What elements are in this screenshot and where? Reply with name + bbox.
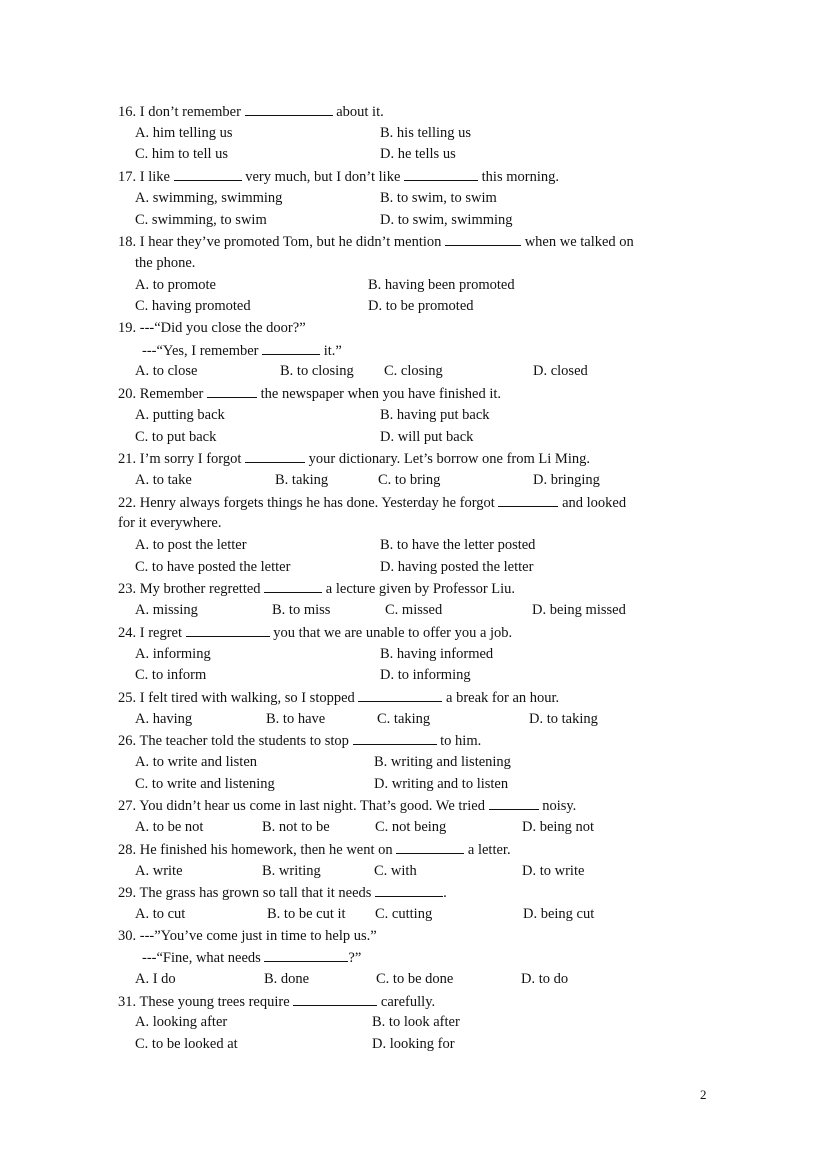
answer-option: C. to be done xyxy=(376,971,454,987)
stem-text: very much, but I don’t like xyxy=(241,169,405,186)
answer-option: A. swimming, swimming xyxy=(135,189,283,206)
answer-option: C. not being xyxy=(375,819,447,836)
stem-text: a letter. xyxy=(464,841,511,858)
answer-option: C. closing xyxy=(384,363,443,380)
answer-blank xyxy=(445,232,521,246)
answer-blank xyxy=(264,579,322,593)
stem-text: this morning. xyxy=(478,169,559,186)
question-stem xyxy=(118,992,435,1011)
question-stem xyxy=(118,927,377,945)
stem-text: 23. My brother regretted xyxy=(118,581,265,598)
question-stem xyxy=(118,731,481,750)
answer-blank xyxy=(498,493,558,507)
answer-option: C. swimming, to swim xyxy=(135,211,267,228)
stem-text: a lecture given by Professor Liu. xyxy=(322,581,516,598)
answer-option: B. having informed xyxy=(380,645,494,662)
stem-text: 25. I felt tired with walking, so I stopped xyxy=(118,689,359,706)
answer-blank xyxy=(396,840,464,854)
answer-option: B. to look after xyxy=(372,1014,460,1031)
answer-option: C. to be looked at xyxy=(135,1036,238,1053)
stem-text: 29. The grass has grown so tall that it needs xyxy=(118,885,376,902)
answer-option: D. will put back xyxy=(380,428,474,445)
answer-option: B. taking xyxy=(275,471,329,488)
question-stem xyxy=(118,449,590,468)
answer-option: D. he tells us xyxy=(380,146,456,163)
stem-text: when we talked on xyxy=(521,234,634,251)
stem-text: noisy. xyxy=(538,798,577,815)
answer-option: D. to taking xyxy=(529,710,598,727)
answer-option: C. to bring xyxy=(378,471,441,488)
stem-text: . xyxy=(443,885,447,902)
stem-text: and looked xyxy=(558,494,627,511)
answer-option: B. to have the letter posted xyxy=(380,537,536,553)
question-stem xyxy=(118,688,559,707)
answer-option: B. to have xyxy=(266,710,326,727)
answer-blank xyxy=(353,731,437,745)
answer-blank xyxy=(262,341,320,355)
question-stem xyxy=(118,232,634,251)
answer-blank xyxy=(186,623,270,637)
answer-option: B. to closing xyxy=(280,363,354,380)
answer-blank xyxy=(358,688,442,702)
answer-option: A. to promote xyxy=(135,276,216,293)
stem-text: 17. I like xyxy=(118,169,174,186)
stem-text: to him. xyxy=(436,733,482,750)
question-stem xyxy=(118,883,447,902)
answer-option: A. looking after xyxy=(135,1014,228,1031)
answer-blank xyxy=(489,796,539,810)
question-stem xyxy=(118,167,559,186)
answer-option: C. cutting xyxy=(375,905,433,922)
stem-text: carefully. xyxy=(377,993,436,1010)
answer-option: A. putting back xyxy=(135,406,225,423)
stem-text: ---“Yes, I remember xyxy=(142,342,263,359)
stem-text: 31. These young trees require xyxy=(118,993,294,1010)
answer-option: D. having posted the letter xyxy=(380,558,534,575)
question-stem xyxy=(118,319,306,337)
answer-option: A. to cut xyxy=(135,905,186,922)
answer-blank xyxy=(245,102,333,116)
answer-option: C. to write and listening xyxy=(135,775,275,792)
answer-option: B. having put back xyxy=(380,406,490,423)
answer-option: A. I do xyxy=(135,971,176,987)
answer-option: B. to swim, to swim xyxy=(380,189,497,206)
answer-blank xyxy=(245,449,305,463)
answer-option: D. to informing xyxy=(380,667,471,684)
answer-blank xyxy=(264,948,348,962)
answer-option: A. to close xyxy=(135,363,198,380)
stem-text: your dictionary. Let’s borrow one from Li Ming. xyxy=(305,451,590,468)
answer-option: B. not to be xyxy=(262,819,330,836)
stem-text: about it. xyxy=(332,104,384,120)
answer-option: B. writing xyxy=(262,862,321,879)
answer-option: C. to inform xyxy=(135,667,207,684)
answer-option: A. missing xyxy=(135,602,198,619)
answer-blank xyxy=(174,167,242,181)
answer-option: C. with xyxy=(374,862,417,879)
answer-option: A. to be not xyxy=(135,819,204,836)
question-stem xyxy=(118,102,384,121)
stem-text: you that we are unable to offer you a job. xyxy=(269,624,513,641)
answer-option: D. writing and to listen xyxy=(374,775,509,792)
answer-option: C. taking xyxy=(377,710,431,727)
answer-option: D. to do xyxy=(521,971,569,987)
question-stem xyxy=(118,796,576,815)
answer-option: C. having promoted xyxy=(135,298,251,315)
answer-option: B. having been promoted xyxy=(368,276,515,293)
question-stem xyxy=(118,384,501,403)
stem-text: 24. I regret xyxy=(118,624,186,641)
stem-text: a break for an hour. xyxy=(442,689,560,706)
answer-option: C. him to tell us xyxy=(135,146,229,163)
question-reply xyxy=(142,341,342,360)
stem-text: the newspaper when you have finished it. xyxy=(257,386,502,403)
answer-option: D. looking for xyxy=(372,1036,455,1053)
stem-text: 19. ---“Did you close the door?” xyxy=(118,320,306,336)
answer-option: A. to take xyxy=(135,471,192,488)
answer-option: D. being cut xyxy=(523,905,595,922)
answer-option: A. to post the letter xyxy=(135,537,247,553)
answer-option: D. closed xyxy=(533,363,588,380)
answer-option: B. to miss xyxy=(272,602,331,619)
stem-text: ?” xyxy=(348,950,362,967)
answer-option: B. his telling us xyxy=(380,124,472,141)
question-stem xyxy=(118,840,511,859)
question-continuation: the phone. xyxy=(135,254,196,271)
page-number: 2 xyxy=(700,1087,707,1102)
answer-option: D. to swim, swimming xyxy=(380,211,513,228)
answer-blank xyxy=(375,883,443,897)
answer-option: D. being not xyxy=(522,819,595,836)
answer-option: B. to be cut it xyxy=(267,905,346,922)
answer-option: D. bringing xyxy=(533,471,600,488)
question-stem xyxy=(118,493,626,512)
stem-text: 30. ---”You’ve come just in time to help us.” xyxy=(118,927,377,944)
answer-option: A. write xyxy=(135,862,183,879)
answer-option: C. to put back xyxy=(135,428,217,445)
answer-option: D. to be promoted xyxy=(368,298,474,315)
answer-blank xyxy=(207,384,257,398)
question-stem xyxy=(118,623,512,642)
stem-text: 18. I hear they’ve promoted Tom, but he didn’t mention xyxy=(118,234,446,251)
answer-option: C. to have posted the letter xyxy=(135,558,291,575)
stem-text: 21. I’m sorry I forgot xyxy=(118,451,245,468)
question-continuation: for it everywhere. xyxy=(118,515,222,532)
question-stem xyxy=(118,579,515,598)
answer-option: C. missed xyxy=(385,602,443,619)
stem-text: 22. Henry always forgets things he has done. Yesterday he forgot xyxy=(118,494,499,511)
answer-blank xyxy=(293,992,377,1006)
stem-text: 20. Remember xyxy=(118,386,207,403)
stem-text: 28. He finished his homework, then he went on xyxy=(118,841,397,858)
answer-blank xyxy=(404,167,478,181)
answer-option: D. to write xyxy=(522,862,585,879)
stem-text: 26. The teacher told the students to stop xyxy=(118,733,353,750)
answer-option: A. informing xyxy=(135,645,211,662)
answer-option: A. him telling us xyxy=(135,124,233,141)
answer-option: B. done xyxy=(264,971,310,987)
stem-text: it.” xyxy=(320,342,342,359)
stem-text: 16. I don’t remember xyxy=(118,104,245,120)
stem-text: ---“Fine, what needs xyxy=(142,950,265,967)
answer-option: A. having xyxy=(135,710,193,727)
question-reply xyxy=(142,948,361,967)
stem-text: 27. You didn’t hear us come in last night. That’s good. We tried xyxy=(118,798,489,815)
answer-option: A. to write and listen xyxy=(135,754,258,770)
answer-option: D. being missed xyxy=(532,602,626,619)
answer-option: B. writing and listening xyxy=(374,754,511,770)
